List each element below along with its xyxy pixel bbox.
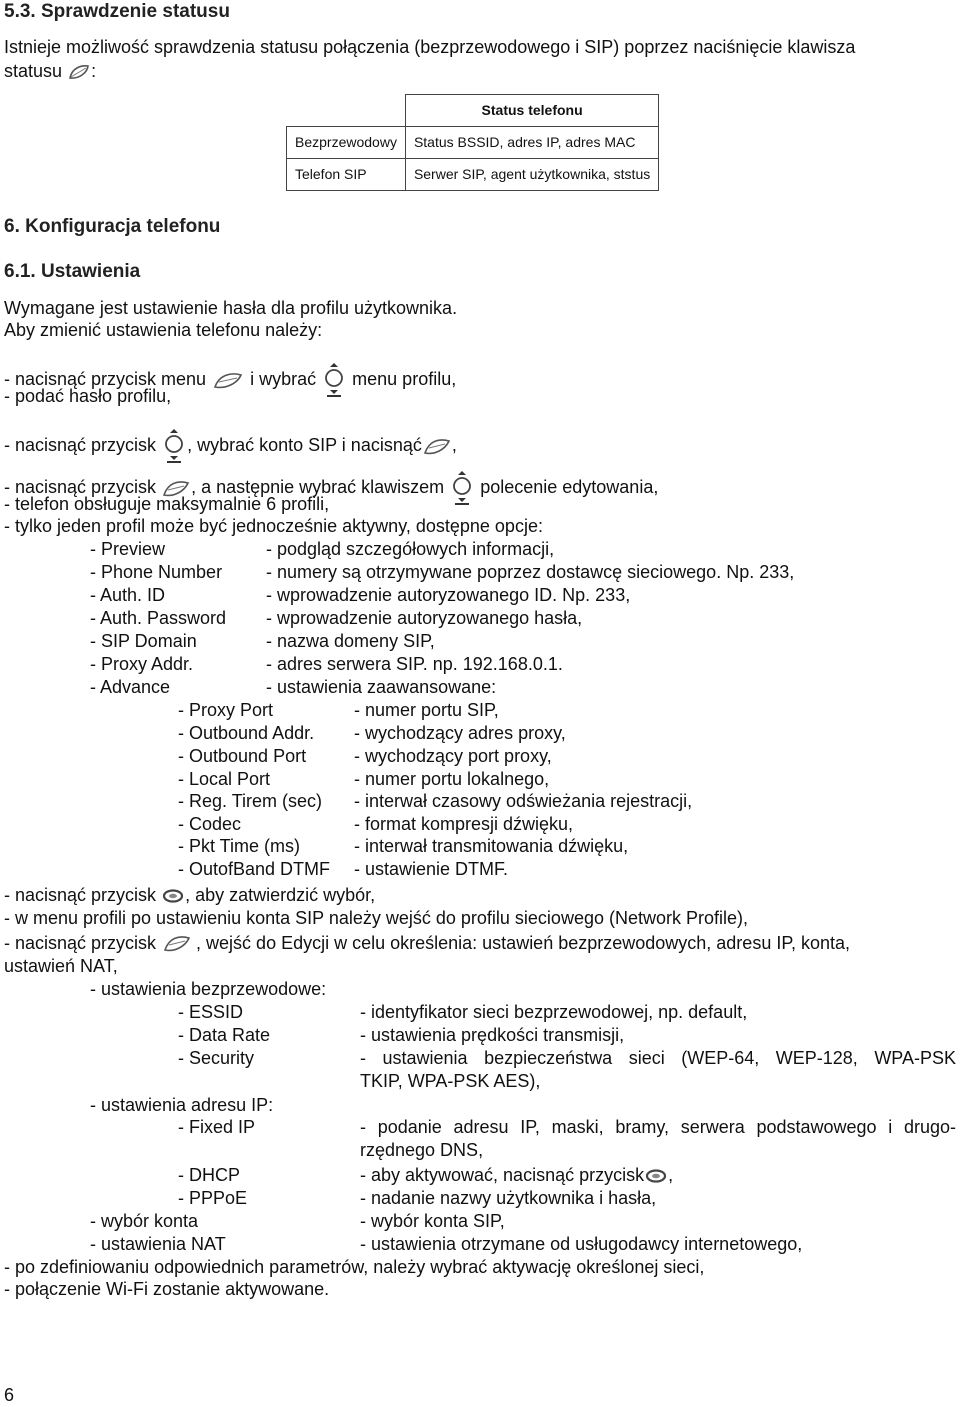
list-item-desc: - wychodzący adres proxy, bbox=[354, 723, 566, 743]
list-item-desc: - wprowadzenie autoryzowanego ID. Np. 233, bbox=[266, 585, 631, 605]
navigation-key-icon bbox=[321, 362, 347, 398]
list-item-desc: - ustawienia bezpieczeństwa sieci (WEP-64, WEP-128, WPA-PSK bbox=[360, 1048, 956, 1068]
status-row-value: Status BSSID, adres IP, adres MAC bbox=[405, 127, 658, 159]
page-number: 6 bbox=[4, 1385, 15, 1405]
menu-key-icon bbox=[162, 932, 192, 954]
step-line: - podać hasło profilu, bbox=[4, 386, 172, 406]
menu-key-icon bbox=[422, 435, 452, 457]
step-line: - nacisnąć przycisk , aby zatwierdzić wybór, bbox=[4, 885, 376, 905]
navigation-key-icon bbox=[161, 428, 187, 464]
list-item-desc: - aby aktywować, nacisnąć przycisk , bbox=[360, 1165, 674, 1185]
step-line: - nacisnąć przycisk , wybrać konto SIP i nacisnąć , bbox=[4, 428, 457, 464]
list-item-desc: - podanie adresu IP, maski, bramy, serwera podstawowego i drugo- bbox=[360, 1117, 956, 1137]
step-line: ustawień NAT, bbox=[4, 956, 118, 976]
table-row bbox=[287, 159, 659, 191]
list-item: - ESSID bbox=[178, 1002, 244, 1022]
section-heading-6: 6. Konfiguracja telefonu bbox=[4, 216, 221, 237]
ok-key-icon bbox=[644, 1168, 668, 1184]
list-item: - Advance bbox=[90, 677, 171, 697]
list-heading: - ustawienia bezprzewodowe: bbox=[90, 979, 327, 999]
list-item: - Outbound Addr. bbox=[178, 723, 315, 743]
list-item: - OutofBand DTMF bbox=[178, 859, 331, 879]
list-item-desc: - wybór konta SIP, bbox=[360, 1211, 505, 1231]
menu-key-icon bbox=[211, 369, 245, 391]
paragraph: Aby zmienić ustawienia telefonu należy: bbox=[4, 320, 323, 340]
status-row-label: Telefon SIP bbox=[287, 159, 406, 191]
list-item: - ustawienia NAT bbox=[90, 1234, 226, 1254]
status-table-header: Status telefonu bbox=[405, 95, 658, 127]
list-item: - Outbound Port bbox=[178, 746, 307, 766]
step-line: - nacisnąć przycisk , a następnie wybrać klawiszem polecenie edytowania, bbox=[4, 470, 658, 506]
list-item-desc: - wychodzący port proxy, bbox=[354, 746, 552, 766]
list-item-desc: - nazwa domeny SIP, bbox=[266, 631, 435, 651]
list-item-desc: - identyfikator sieci bezprzewodowej, np. default, bbox=[360, 1002, 748, 1022]
list-item: - Proxy Addr. bbox=[90, 654, 194, 674]
list-item: - PPPoE bbox=[178, 1188, 248, 1208]
list-item-desc: - nadanie nazwy użytkownika i hasła, bbox=[360, 1188, 657, 1208]
list-item-desc: - podgląd szczegółowych informacji, bbox=[266, 539, 555, 559]
table-row bbox=[287, 127, 659, 159]
section-heading-5-3: 5.3. Sprawdzenie statusu bbox=[4, 1, 230, 22]
status-row-value: Serwer SIP, agent użytkownika, ststus bbox=[405, 159, 658, 191]
list-item-desc: - numer portu SIP, bbox=[354, 700, 499, 720]
paragraph: Wymagane jest ustawienie hasła dla profilu użytkownika. bbox=[4, 298, 458, 318]
status-row-label: Bezprzewodowy bbox=[287, 127, 406, 159]
ok-key-icon bbox=[161, 888, 185, 904]
list-item: - Fixed IP bbox=[178, 1117, 256, 1137]
section-heading-6-1: 6.1. Ustawienia bbox=[4, 261, 141, 282]
list-item-desc: - format kompresji dźwięku, bbox=[354, 814, 574, 834]
step-line: - nacisnąć przycisk , wejść do Edycji w celu określenia: ustawień bezprzewodowych, adresu IP, konta, bbox=[4, 933, 851, 953]
list-item: - SIP Domain bbox=[90, 631, 197, 651]
intro-text: Istnieje możliwość sprawdzenia statusu połączenia (bezprzewodowego i SIP) poprzez naciśnięcie klawisza bbox=[4, 37, 856, 57]
list-item-desc: - interwał czasowy odświeżania rejestracji, bbox=[354, 791, 693, 811]
list-item-desc: - ustawienia otrzymane od usługodawcy internetowego, bbox=[360, 1234, 803, 1254]
list-item-desc: - adres serwera SIP. np. 192.168.0.1. bbox=[266, 654, 563, 674]
list-item: - Security bbox=[178, 1048, 255, 1068]
status-key-icon bbox=[67, 62, 91, 82]
list-item: - Phone Number bbox=[90, 562, 223, 582]
list-item: - Codec bbox=[178, 814, 242, 834]
step-line: - w menu profili po ustawieniu konta SIP należy wejść do profilu sieciowego (Network Profile), bbox=[4, 908, 749, 928]
list-item-desc: rzędnego DNS, bbox=[360, 1140, 484, 1160]
list-item: - Proxy Port bbox=[178, 700, 274, 720]
list-item: - Local Port bbox=[178, 769, 271, 789]
step-line: - tylko jeden profil może być jednocześnie aktywny, dostępne opcje: bbox=[4, 516, 543, 536]
list-item: - Data Rate bbox=[178, 1025, 271, 1045]
list-item-desc: - wprowadzenie autoryzowanego hasła, bbox=[266, 608, 583, 628]
list-item: - Auth. Password bbox=[90, 608, 227, 628]
step-line: - po zdefiniowaniu odpowiednich parametrów, należy wybrać aktywację określonej sieci, bbox=[4, 1257, 705, 1277]
step-line: - telefon obsługuje maksymalnie 6 profili, bbox=[4, 494, 330, 514]
list-item: - DHCP bbox=[178, 1165, 240, 1185]
list-item: - wybór konta bbox=[90, 1211, 199, 1231]
list-item: - Auth. ID bbox=[90, 585, 166, 605]
status-table bbox=[286, 94, 659, 191]
list-item-desc: - numery są otrzymywane poprzez dostawcę sieciowego. Np. 233, bbox=[266, 562, 795, 582]
list-heading: - ustawienia adresu IP: bbox=[90, 1095, 274, 1115]
list-item-desc: - interwał transmitowania dźwięku, bbox=[354, 836, 629, 856]
step-line: - nacisnąć przycisk menu i wybrać menu profilu, bbox=[4, 362, 456, 398]
step-line: - połączenie Wi-Fi zostanie aktywowane. bbox=[4, 1279, 330, 1299]
list-item-desc: TKIP, WPA-PSK AES), bbox=[360, 1071, 541, 1091]
list-item: - Reg. Tirem (sec) bbox=[178, 791, 323, 811]
list-item-desc: - numer portu lokalnego, bbox=[354, 769, 550, 789]
navigation-key-icon bbox=[449, 470, 475, 506]
list-item: - Preview bbox=[90, 539, 166, 559]
list-item-desc: - ustawienia zaawansowane: bbox=[266, 677, 497, 697]
list-item-desc: - ustawienia prędkości transmisji, bbox=[360, 1025, 625, 1045]
intro-text-2: statusu : bbox=[4, 61, 97, 81]
list-item-desc: - ustawienie DTMF. bbox=[354, 859, 509, 879]
list-item: - Pkt Time (ms) bbox=[178, 836, 300, 856]
